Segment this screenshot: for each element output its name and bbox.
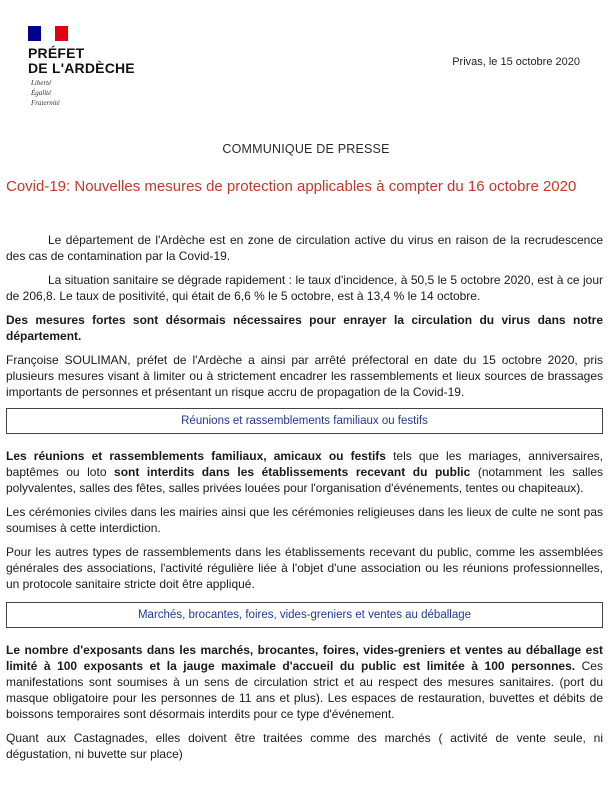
intro-paragraph-1: Le département de l'Ardèche est en zone de circulation active du virus en raison de la recrudescence des cas de contamination par la Covid-19. [6, 233, 603, 263]
section-heading-marches: Marchés, brocantes, foires, vides-greniers et ventes au déballage [6, 602, 603, 628]
section2-p1-text: Ces manifestations sont soumises à un sens de circulation strict et au respect des mesures sanitaires. (port du masque obligatoire pour les personnes de 11 ans et plus). Les espaces de restauration, buvettes et débits de boissons temporaires sont désormais interdits pour ce type d'événement. [6, 659, 603, 721]
section1-paragraph-2: Les cérémonies civiles dans les mairies ainsi que les cérémonies religieuses dans les lieux de culte ne sont pas soumises à cette interdiction. [6, 505, 603, 535]
section-heading-reunions: Réunions et rassemblements familiaux ou festifs [6, 408, 603, 434]
republic-flag-logo [28, 26, 68, 41]
motto-egalite: Égalité [31, 89, 52, 97]
section1-p1-bold-a: Les réunions et rassemblements familiaux, amicaux ou festifs [6, 449, 386, 463]
document-body [6, 232, 603, 770]
section2-paragraph-1 [6, 642, 603, 722]
section1-p1-text-b: (notamment les salles polyvalentes, salles des fêtes, salles privées louées pour l'organisation d'événements, tentes ou chapiteaux). [6, 465, 604, 495]
section1-paragraph-1 [6, 448, 603, 496]
intro-paragraph-2: La situation sanitaire se dégrade rapidement : le taux d'incidence, à 50,5 le 5 octobre 2020, est à ce jour de 206,8. Le taux de positivité, qui était de 6,6 % le 5 octobre, est à 13,4 % le 14 octobre. [6, 273, 603, 303]
section2-p1-bold: Le nombre d'exposants dans les marchés, brocantes, foires, vides-greniers et ventes au déballage est limité à 100 exposants et la jauge maximale d'accueil du public est limitée à 100 personnes. [6, 643, 603, 673]
motto-fraternite: Fraternité [31, 99, 60, 107]
document-date: Privas, le 15 octobre 2020 [452, 56, 580, 68]
communique-label: COMMUNIQUE DE PRESSE [222, 142, 390, 156]
prefecture-name-line2: DE L'ARDÈCHE [28, 60, 135, 76]
prefecture-name-line1: PRÉFET [28, 45, 85, 61]
intro-paragraph-3: Des mesures fortes sont désormais nécessaires pour enrayer la circulation du virus dans notre département. [6, 313, 603, 343]
section2-paragraph-2: Quant aux Castagnades, elles doivent être traitées comme des marchés ( activité de vente seule, ni dégustation, ni buvette sur place) [6, 731, 603, 761]
letterhead [28, 26, 588, 116]
prefecture-name [28, 46, 135, 76]
republic-motto [31, 78, 60, 108]
intro-paragraph-4: Françoise SOULIMAN, préfet de l'Ardèche a ainsi par arrêté préfectoral en date du 15 octobre 2020, pris plusieurs mesures visant à limiter ou à strictement encadrer les rassemblements et lieux sources de brassages importants de personnes et présentant un risque accru de propagation de la Covid-19. [6, 353, 603, 399]
section1-paragraph-3: Pour les autres types de rassemblements dans les établissements recevant du public, comme les assemblées générales des associations, l'activité régulière liée à l'objet d'une association ou les réunions professionnelles, un protocole sanitaire stricte doit être appliqué. [6, 545, 603, 591]
section1-p1-bold-b: sont interdits dans les établissements recevant du public [114, 465, 471, 479]
section1-p1-text-a: tels que les mariages, anniversaires, baptêmes ou loto [6, 449, 603, 479]
motto-liberte: Liberté [31, 79, 52, 87]
document-title: Covid-19: Nouvelles mesures de protection applicables à compter du 16 octobre 2020 [6, 178, 577, 195]
